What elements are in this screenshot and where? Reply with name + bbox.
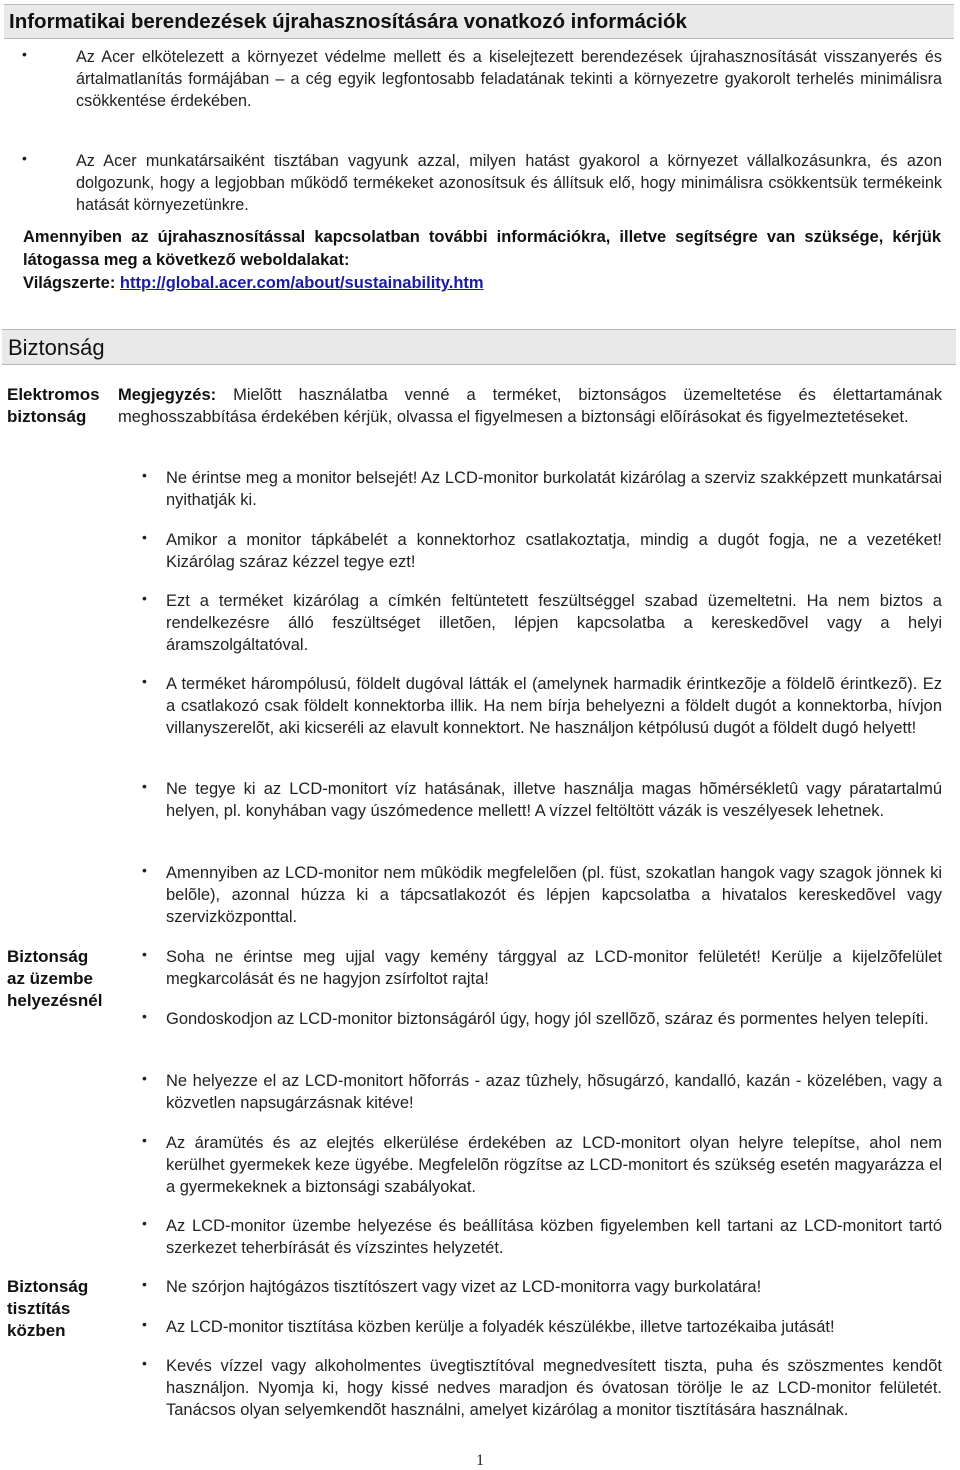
electrical-safety-label: Elektromos biztonság <box>7 385 100 426</box>
recycling-heading-bar <box>4 4 954 39</box>
bullet-icon: • <box>22 46 27 62</box>
recycling-title: Informatikai berendezések újrahasznosítására vonatkozó információk <box>9 10 687 33</box>
note-label: Megjegyzés: <box>118 386 217 404</box>
bullet-icon: • <box>142 1132 147 1148</box>
cleaning-safety-label: Biztonság tisztítás közben <box>7 1277 89 1340</box>
bullet-icon: • <box>22 150 27 166</box>
bullet-icon: • <box>142 946 147 962</box>
recycling-bullet-text: Az Acer munkatársaiként tisztában vagyunk azzal, milyen hatást gyakorol a környezet vállalkozásunkra, és azon dolgozunk, hogy a legjobban működő termékeket azonosítsuk és állítsuk elő, hogy minimálisra csökkentsük termékeink hatását környezetünkre. <box>76 152 942 214</box>
bullet-icon: • <box>142 590 147 606</box>
world-label: Világszerte: <box>23 274 116 292</box>
bullet-icon: • <box>142 1355 147 1371</box>
bullet-icon: • <box>142 467 147 483</box>
bullet-icon: • <box>142 1070 147 1086</box>
document-page: Informatikai berendezések újrahasznosítására vonatkozó információk • Az Acer elkötelezett a környezet védelme mellett és a kiselejtezett berendezések újrahasznosítását visszanyerés és ártalmatlanítás formájában – a cég egyik legfontosabb feladatának tekinti a környezetre gyakorolt terhelés minimálisra csökkentése érdekében. • Az Acer munkatársaiként tisztában vagyunk azzal, milyen hatást gyakorol a környezet vállalkozásunkra, és azon dolgozunk, hogy a legjobban működő termékeket azonosítsuk és állítsuk elő, hogy minimálisra csökkentsük termékeink hatását környezetünkre. Amennyiben az újrahasznosítással kapcsolatban további információkra, illetve segítségre van szüksége, kérjük látogassa meg a következő weboldalakat: Világszerte: http://global.acer.com/about/sustainability.htm Biztonság Elektromos biztonság Megjegyzés: Mielõtt használatba venné a terméket, biztonságos üzemeltetése és élettartamának meghosszabbítása érdekében kérjük, olvassa el figyelmesen a biztonsági elõírásokat és figyelmeztetéseket. • Ne érintse meg a monitor belsejét! Az LCD-monitor burkolatát kizárólag a szerviz szakképzett munkatársai nyithatják ki. • Amikor a monitor tápkábelét a konnektorhoz csatlakoztatja, mindig a dugót fogja, ne a vezetéket! Kizárólag száraz kézzel tegye ezt! • Ezt a terméket kizárólag a címkén feltüntetett feszültséggel szabad üzemeltetni. Ha nem biztos a rendelkezésre álló feszültséget illetõen, lépjen kapcsolatba a kereskedõvel vagy a helyi áramszolgáltatóval. • A terméket hárompólusú, földelt dugóval látták el (amelynek harmadik érintkezõje a földelõ érintkezõ). Ez a csatlakozó csak földelt konnektorba illik. Ha nem bírja behelyezni a földelt dugót a konnektorba, hívjon villanyszerelõt, aki kicseréli az elavult konnektort. Ne használjon kétpólusú dugót a földelt dugó helyett! • Ne tegye ki az LCD-monitort víz hatásának, illetve használja magas hõmérsékletû vagy páratartalmú helyen, pl. konyhában vagy úszómedence mellett! A vízzel feltöltött vázák is veszélyesek lehetnek. • Amennyiben az LCD-monitor nem mûködik megfelelõen (pl. füst, szokatlan hangok vagy szagok jönnek ki belõle), azonnal húzza ki a tápcsatlakozót és lépjen kapcsolatba a hivatalos kereskedõvel vagy szervizközponttal. Biztonság az üzembe helyezésnél • Soha ne érintse meg ujjal vagy kemény tárggyal az LCD-monitor felületét! Kerülje a kijelzõfelület megkarcolását és ne hagyjon zsírfoltot rajta! • Gondoskodjon az LCD-monitor biztonságáról úgy, hogy jól szellõzõ, száraz és pormentes helyen telepíti. • Ne helyezze el az LCD-monitort hõforrás - azaz tûzhely, hõsugárzó, kandalló, kazán - közelében, vagy a közvetlen napsugárzásnak kitéve! • Az áramütés és az elejtés elkerülése érdekében az LCD-monitort olyan helyre telepítse, ahol nem kerülhet gyermekek keze ügyébe. Megfelelõn rögzítse az LCD-monitort és szükség esetén magyarázza el a gyermekeknek a biztonsági szabályokat. • Az LCD-monitor üzembe helyezése és beállítása közben figyelemben kell tartani az LCD-monitort tartó szerkezet teherbírását és vízszintes helyzetét. Biztonság tisztítás közben • Ne szórjon hajtógázos tisztítószert vagy vizet az LCD-monitorra vagy burkolatára! • Az LCD-monitor tisztítása közben kerülje a folyadék készülékbe, illetve tartozékaiba jutását! • Kevés vízzel vagy alkoholmentes üvegtisztítóval megnedvesített tiszta, puha és szöszmentes kendõt használjon. Nyomja ki, hogy kissé nedves maradjon és óvatosan törölje le az LCD-monitor felületét. Tanácsos olyan selyemkendõt használni, amelyet kizárólag a monitor tisztítására használnak. 1 <box>0 0 960 1470</box>
bullet-icon: • <box>142 673 147 689</box>
recycling-bullet-text: Az Acer elkötelezett a környezet védelme mellett és a kiselejtezett berendezések újrahasznosítását visszanyerés és ártalmatlanítás formájában – a cég egyik legfontosabb feladatának tekinti a környezetre gyakorolt terhelés minimálisra csökkentése érdekében. <box>76 48 942 110</box>
recycling-info-text: Amennyiben az újrahasznosítással kapcsolatban további információkra, illetve segítségre van szüksége, kérjük látogassa meg a következő weboldalakat: <box>23 228 941 269</box>
sustainability-link[interactable]: http://global.acer.com/about/sustainability.htm <box>119 274 484 292</box>
safety-title: Biztonság <box>8 335 105 360</box>
note-text: Mielõtt használatba venné a terméket, biztonságos üzemeltetése és élettartamának meghosszabbítása érdekében kérjük, olvassa el figyelmesen a biztonsági elõírásokat és figyelmeztetéseket. <box>118 386 942 426</box>
recycling-info <box>23 226 941 295</box>
bullet-icon: • <box>142 1008 147 1024</box>
safety-heading-bar <box>2 329 956 365</box>
installation-safety-label: Biztonság az üzembe helyezésnél <box>7 947 103 1010</box>
page-number: 1 <box>476 1452 484 1469</box>
bullet-icon: • <box>142 862 147 878</box>
bullet-icon: • <box>142 778 147 794</box>
safety-note <box>118 384 942 428</box>
bullet-icon: • <box>142 1215 147 1231</box>
bullet-icon: • <box>142 529 147 545</box>
bullet-icon: • <box>142 1276 147 1292</box>
bullet-icon: • <box>142 1316 147 1332</box>
